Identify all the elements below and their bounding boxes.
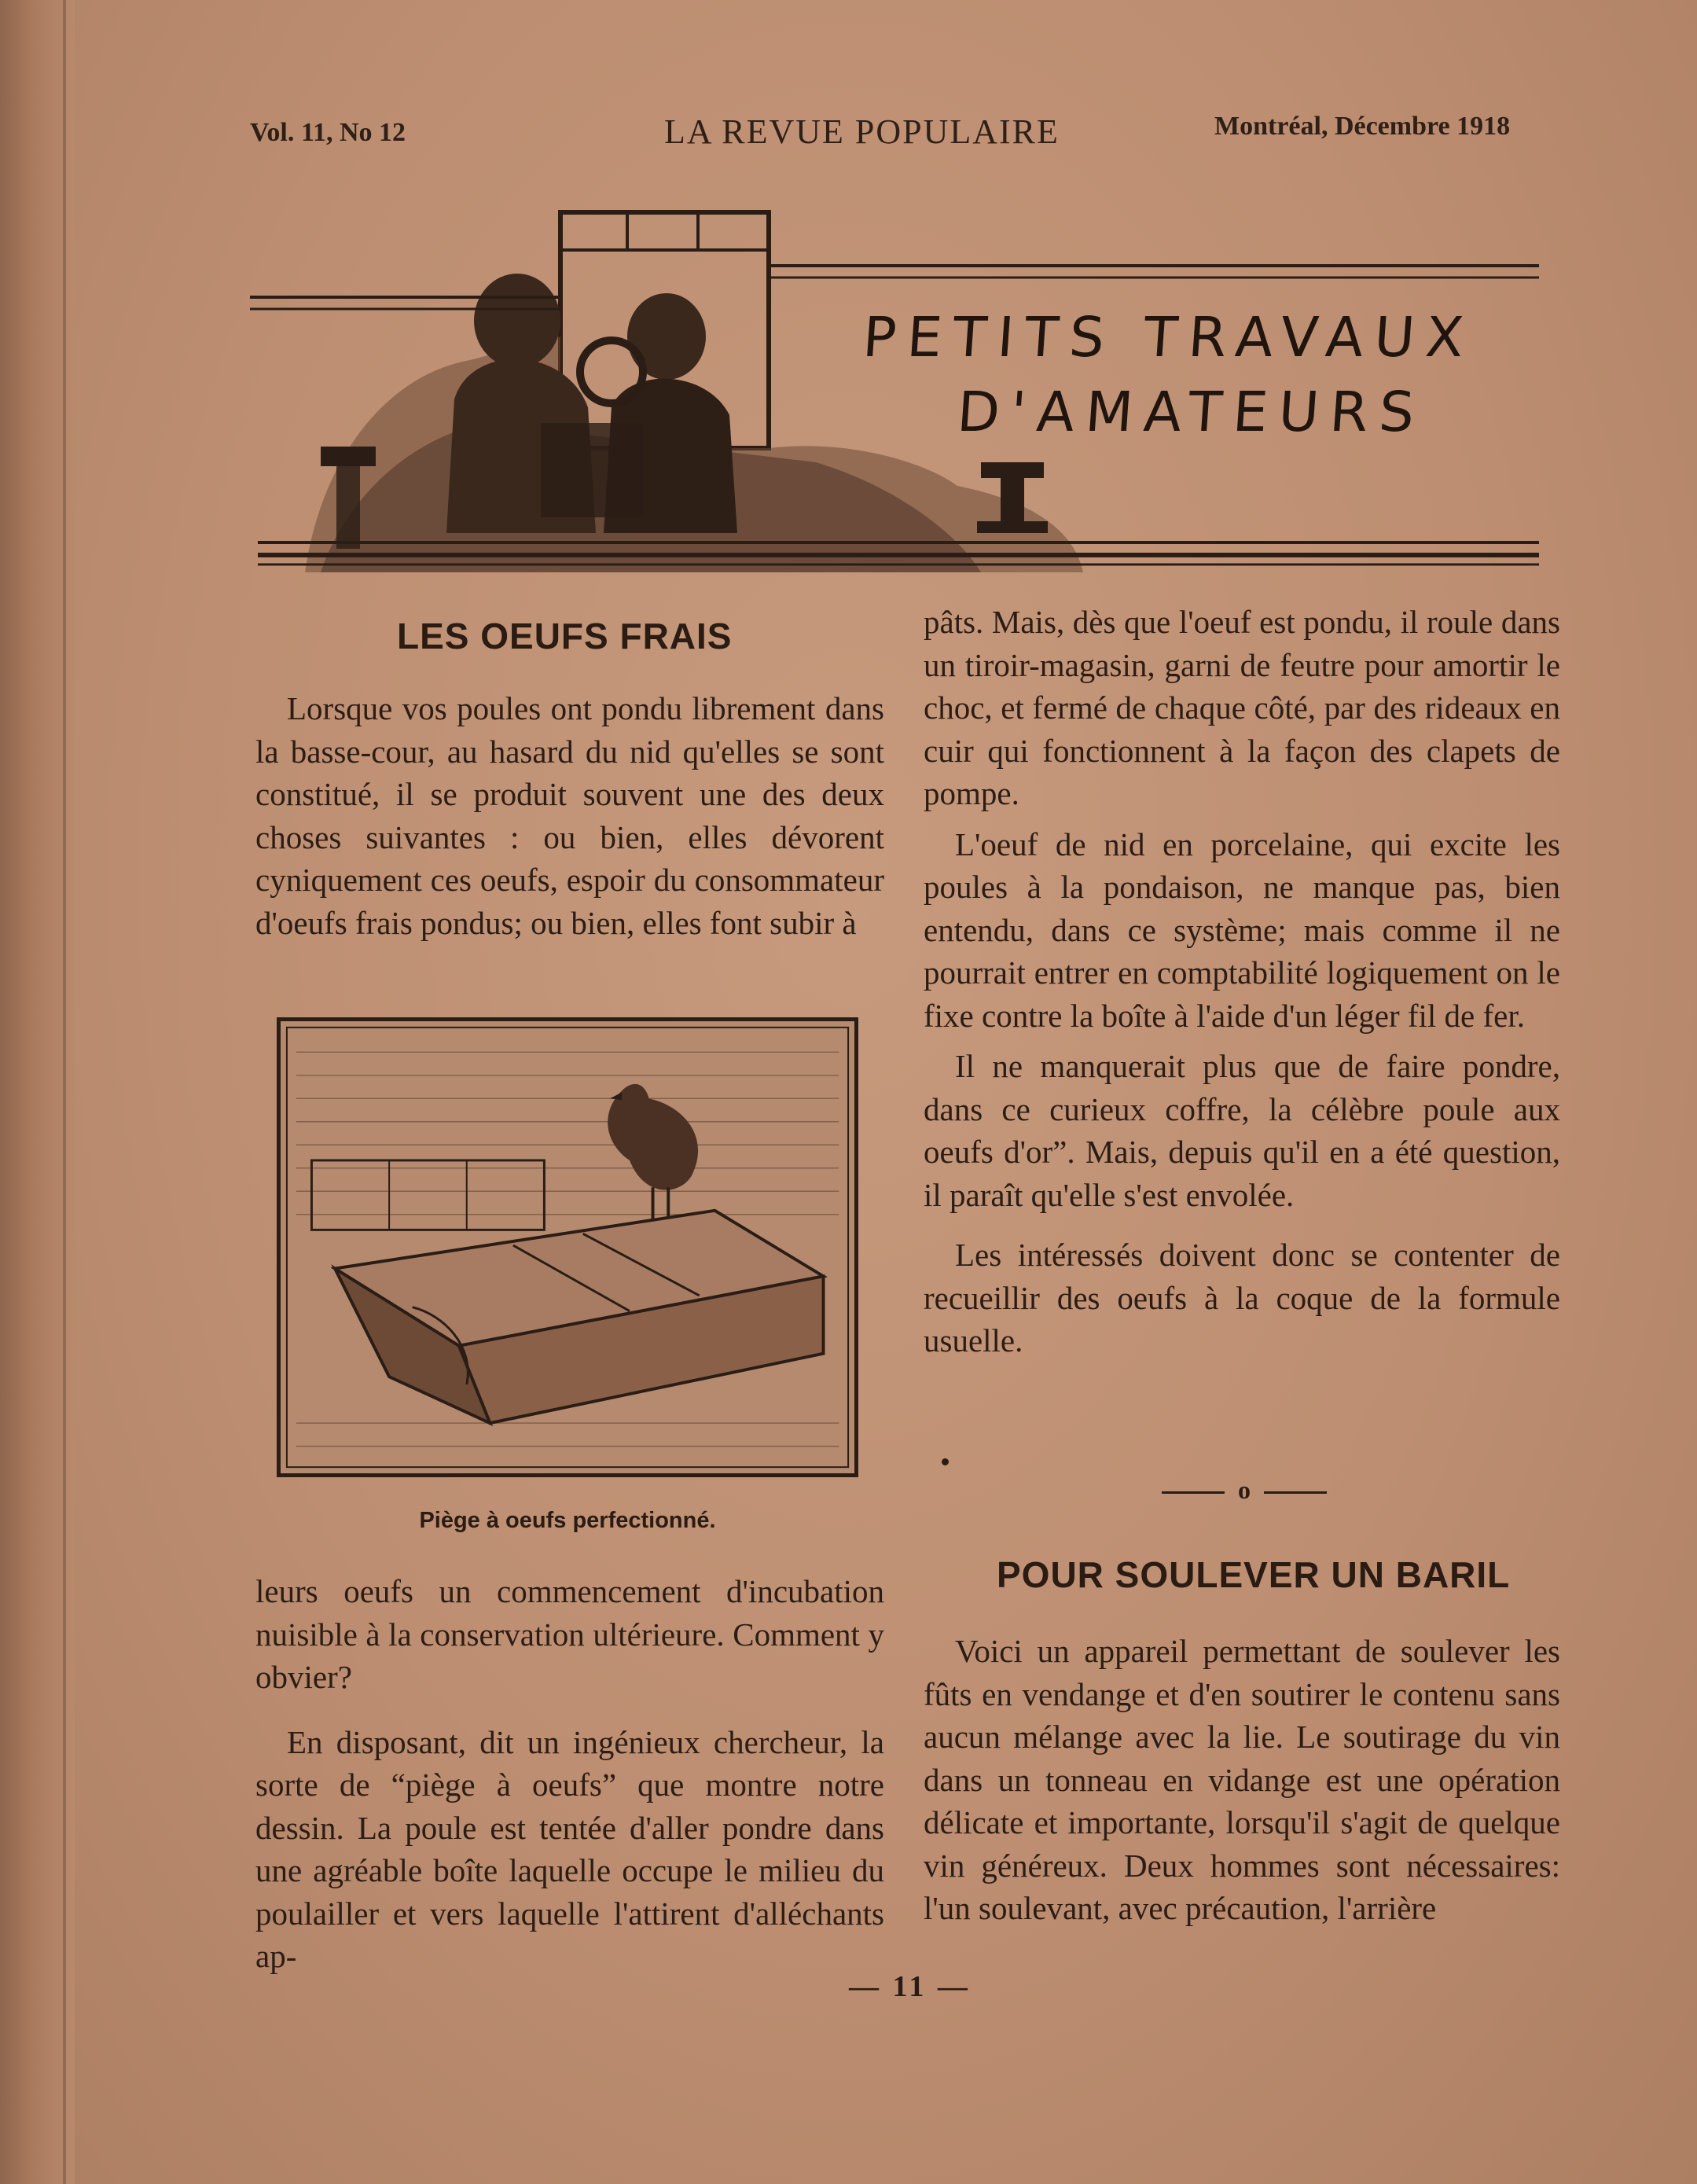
ink-dot [942,1458,949,1465]
paragraph: leurs oeufs un commencement d'incubation nuisible à la conservation ultérieure. Comment y obvier? [255,1573,884,1695]
article-title: LES OEUFS FRAIS [397,616,733,656]
paragraph: Il ne manquerait plus que de faire pondre, dans ce curieux coffre, la célèbre poule aux oeufs d'or”. Mais, depuis qu'il en a été question, il paraît qu'elle s'est envolée. [924,1048,1560,1213]
section-separator [1162,1476,1327,1507]
article-title: POUR SOULEVER UN BARIL [997,1554,1511,1595]
issue-date: Montréal, Décembre 1918 [1214,112,1511,141]
page-number: — 11 — [849,1970,971,2003]
egg-trap-illustration [281,1021,854,1473]
volume-number: Vol. 11, No 12 [250,118,406,147]
egg-trap-figure [277,1017,858,1477]
article-column-left-top [255,687,884,944]
paragraph: pâts. Mais, dès que l'oeuf est pondu, il roule dans un tiroir-magasin, garni de feutre pour amortir le choc, et fermé de chaque côté, par des rideaux en cuir qui fonctionnent à la façon des clapets de pompe. [924,604,1560,811]
paragraph: En disposant, dit un ingénieux chercheur, la sorte de “piège à oeufs” que montre notre dessin. La poule est tentée d'aller pondre dans une agréable boîte laquelle occupe le milieu du poulailler et vers laquelle l'attirent d'alléchants ap- [255,1723,884,1974]
article-column-left-bottom [255,1570,884,1978]
article-column-right [924,601,1560,1362]
spine-edge [63,0,66,2184]
section-banner [250,203,1539,580]
paragraph: Lorsque vos poules ont pondu librement dans la basse-cour, au hasard du nid qu'elles se sont constitué, il se produit souvent une des deux choses suivantes : ou bien, elles dévorent cyniquement ces oeufs, espoir du consommateur d'oeufs frais pondus; ou bien, elles font subir à [255,690,884,941]
figure-caption: Piège à oeufs perfectionné. [419,1508,716,1533]
banner-title-line2: D'AMATEURS [955,380,1428,444]
banner-title-line1: PETITS TRAVAUX [861,305,1477,370]
paragraph: Les intéressés doivent donc se contenter de recueillir des oeufs à la coque de la formule usuelle. [924,1237,1560,1359]
paragraph: L'oeuf de nid en porcelaine, qui excite les poules à la pondaison, ne manque pas, bien entendu, dans ce système; mais comme il ne pourrait entrer en comptabilité logiquement on le fixe contre la boîte à l'aide d'un léger fil de fer. [924,825,1560,1034]
article-column-right-bottom [924,1630,1560,1930]
separator-mark: o [1238,1476,1251,1504]
paragraph: Voici un appareil permettant de soulever les fûts en vendange et d'en soutirer le contenu sans aucun mélange avec la lie. Le soutirage du vin dans un tonneau en vidange est une opération délicate et importante, lorsqu'il s'agit de quelque vin généreux. Deux hommes sont nécessaires: l'un soulevant, avec précaution, l'arrière [924,1633,1560,1926]
publication-title: LA REVUE POPULAIRE [664,112,1060,151]
